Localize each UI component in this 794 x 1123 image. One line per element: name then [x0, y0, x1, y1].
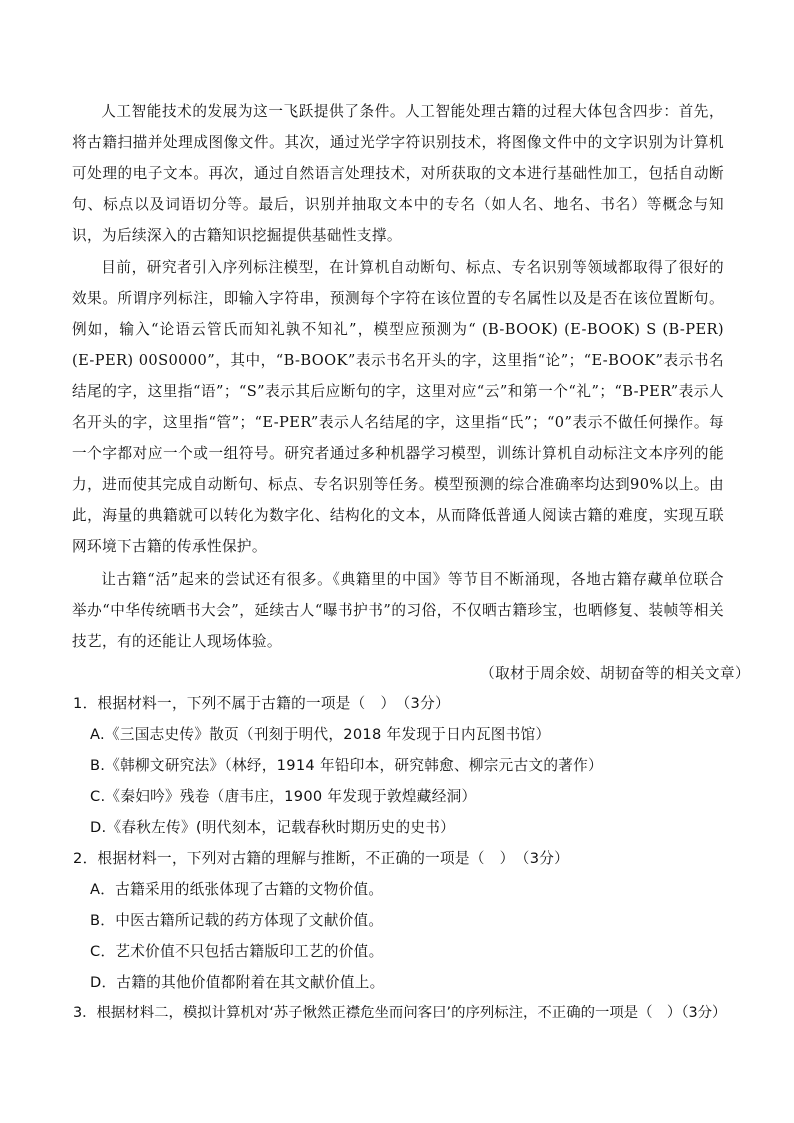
passage-source: （取材于周余姣、胡韧奋等的相关文章）	[480, 665, 750, 682]
question-1-option-d: D.《春秋左传》(明代刻本，记载春秋时期历史的史书）	[90, 819, 456, 836]
passage-paragraph-1: 人工智能技术的发展为这一飞跃提供了条件。人工智能处理古籍的过程大体包含四步：首先，将古籍扫描并处理成图像文件。其次，通过光学字符识别技术，将图像文件中的文字识别为计算机可处理的电子文本。再次，通过自然语言处理技术，对所获取的文本进行基础性加工，包括自动断句、标点以及词语切分等。最后，识别并抽取文本中的专名（如人名、地名、书名）等概念与知识，为后续深入的古籍知识挖掘提供基础性支撑。	[72, 103, 724, 244]
question-2-option-d: D．古籍的其他价值都附着在其文献价值上。	[90, 974, 385, 991]
question-2-option-c: C．艺术价值不只包括古籍版印工艺的价值。	[90, 943, 384, 960]
question-1-stem: 1．根据材料一，下列不属于古籍的一项是（ ） （3分）	[73, 695, 450, 712]
question-1-option-c: C.《秦妇吟》残卷（唐韦庄，1900 年发现于敦煌藏经洞）	[90, 788, 477, 805]
question-1-option-a: A.《三国志史传》散页（刊刻于明代，2018 年发现于日内瓦图书馆）	[90, 726, 551, 743]
question-3-stem: 3．根据材料二，模拟计算机对‘苏子愀然正襟危坐而问客曰’的序列标注，不正确的一项是（ ）（3分）	[73, 1005, 727, 1021]
passage-paragraph-2: 目前，研究者引入序列标注模型，在计算机自动断句、标点、专名识别等领域都取得了很好的效果。所谓序列标注，即输入字符串，预测每个字符在该位置的专名属性以及是否在该位置断句。例如，输入“论语云管氏而知礼孰不知礼”，模型应预测为“ (B-BOOK) (E-BOOK) S (B-PER) (E-PER) 00S0000”，其中，“B-BOOK”表示书名开头的字，这里指“论”；“E-BOOK”表示书名结尾的字，这里指“语”；“S”表示其后应断句的字，这里对应“云”和第一个“礼”；“B-PER”表示人名开头的字，这里指“管”；“E-PER”表示人名结尾的字，这里指“氏”；“0”表示不做任何操作。每一个字都对应一个或一组符号。研究者通过多种机器学习模型，训练计算机自动标注文本序列的能力，进而使其完成自动断句、标点、专名识别等任务。模型预测的综合准确率均达到90%以上。由此，海量的典籍就可以转化为数字化、结构化的文本，从而降低普通人阅读古籍的难度，实现互联网环境下古籍的传承性保护。	[72, 259, 724, 555]
question-2-option-b: B．中医古籍所记载的药方体现了文献价值。	[90, 912, 384, 929]
passage-paragraph-3: 让古籍“活”起来的尝试还有很多。《典籍里的中国》等节目不断涌现，各地古籍存藏单位联合举办“中华传统晒书大会”，延续古人“曝书护书”的习俗，不仅晒古籍珍宝，也晒修复、装帧等相关技艺，有的还能让人现场体验。	[72, 571, 724, 650]
question-2-stem: 2．根据材料一，下列对古籍的理解与推断，不正确的一项是（ ） （3分）	[73, 850, 570, 867]
question-2-option-a: A．古籍采用的纸张体现了古籍的文物价值。	[90, 881, 384, 898]
question-1-option-b: B.《韩柳文研究法》（林纾，1914 年铅印本，研究韩愈、柳宗元古文的著作）	[90, 757, 603, 774]
